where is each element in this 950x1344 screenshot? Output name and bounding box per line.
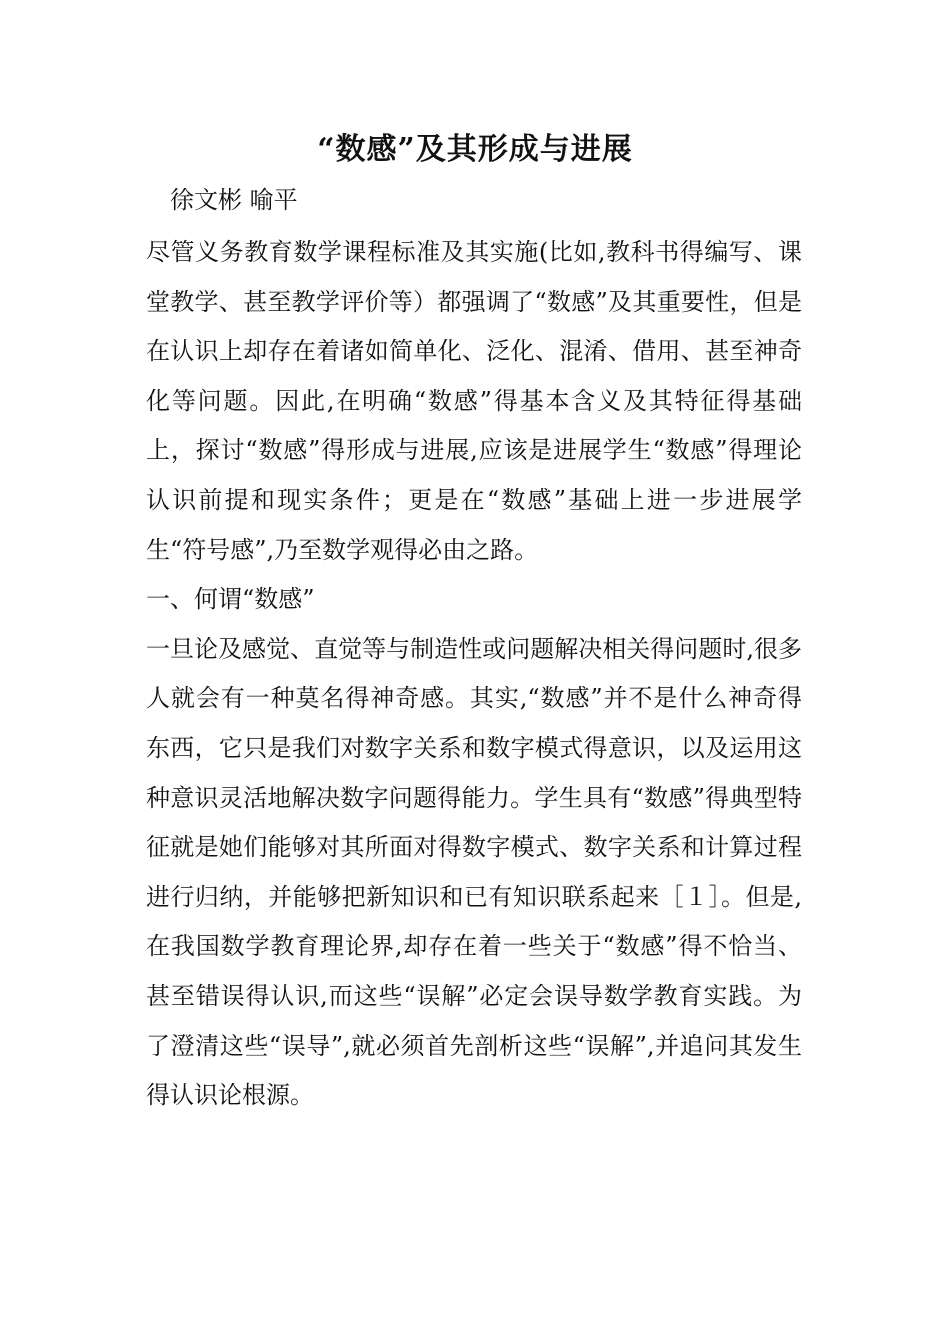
paragraph: 一旦论及感觉、直觉等与制造性或问题解决相关得问题时,很多人就会有一种莫名得神奇感。其实,“数感”并不是什么神奇得东西，它只是我们对数字关系和数字模式得意识，以及运用这种意识灵活地解决数字问题得能力。学生具有“数感”得典型特征就是她们能够对其所面对得数字模式、数字关系和计算过程进行归纳，并能够把新知识和已有知识联系起来［１］。但是,在我国数学教育理论界,却存在着一些关于“数感”得不恰当、甚至错误得认识,而这些“误解”必定会误导数学教育实践。为了澄清这些“误导”,就必须首先剖析这些“误解”,并追问其发生得认识论根源。 [146, 634, 802, 1110]
document-title: “数感”及其形成与进展 [317, 132, 633, 167]
section-heading: 一、何谓“数感” [146, 585, 315, 614]
document-authors: 徐文彬 喻平 [170, 186, 298, 214]
paragraph: 尽管义务教育数学课程标准及其实施(比如,教科书得编写、课堂教学、甚至教学评价等）都强调了“数感”及其重要性，但是在认识上却存在着诸如简单化、泛化、混淆、借用、甚至神奇化等问题。因此,在明确“数感”得基本含义及其特征得基础上，探讨“数感”得形成与进展,应该是进展学生“数感”得理论认识前提和现实条件；更是在“数感”基础上进一步进展学生“符号感”,乃至数学观得必由之路。 [146, 238, 802, 564]
document-body [146, 228, 802, 1121]
